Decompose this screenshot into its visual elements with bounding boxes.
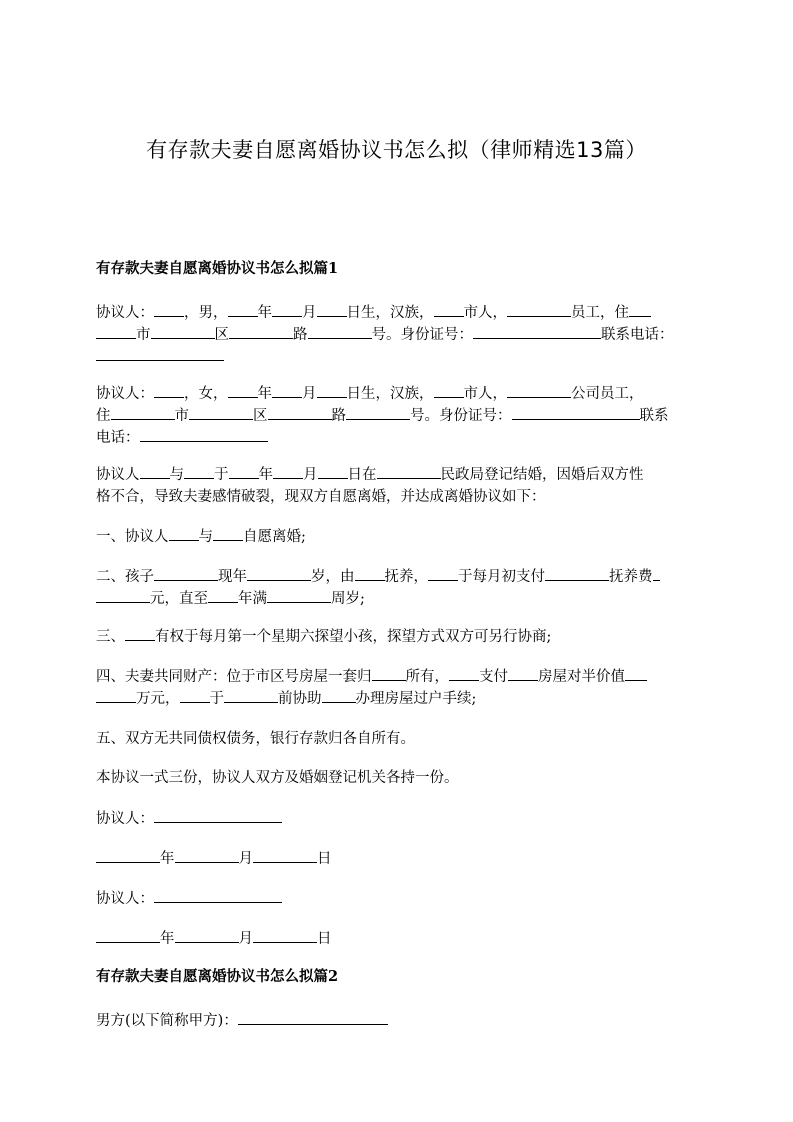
text: 日生，汉族， <box>346 386 434 402</box>
blank-field[interactable] <box>355 566 385 581</box>
text: 路 <box>293 327 308 343</box>
text: 一、协议人 <box>96 529 169 545</box>
blank-field[interactable] <box>140 464 170 479</box>
paragraph-clause-5: 五、双方无共同债权债务，银行存款归各自所有。 <box>96 731 415 747</box>
text: 于 <box>209 691 224 707</box>
text: 日 <box>317 851 332 867</box>
blank-field[interactable] <box>507 302 571 317</box>
blank-field[interactable] <box>267 588 331 603</box>
blank-field[interactable] <box>96 688 136 703</box>
blank-field[interactable] <box>434 302 464 317</box>
text: 协议人： <box>96 891 154 907</box>
text-line <box>96 324 696 346</box>
blank-field[interactable] <box>154 383 184 398</box>
blank-field[interactable] <box>428 566 458 581</box>
text: 年 <box>257 305 272 321</box>
text: 协议人： <box>96 811 154 827</box>
text: ，男， <box>184 305 228 321</box>
text: 年满 <box>238 591 267 607</box>
blank-field[interactable] <box>169 526 199 541</box>
blank-field[interactable] <box>96 928 160 943</box>
blank-field[interactable] <box>189 405 253 420</box>
blank-field[interactable] <box>229 464 259 479</box>
blank-field[interactable] <box>154 566 218 581</box>
text: 支付 <box>479 669 508 685</box>
section-heading-1: 有存款夫妻自愿离婚协议书怎么拟篇1 <box>96 260 339 277</box>
text: 万元， <box>136 691 180 707</box>
blank-field[interactable] <box>545 566 609 581</box>
blank-field[interactable] <box>272 302 302 317</box>
text: 号。身份证号： <box>371 327 473 343</box>
text: ，女， <box>184 386 228 402</box>
text: 区 <box>253 408 268 424</box>
text-line <box>96 302 696 324</box>
text: 市 <box>136 327 151 343</box>
text: 于 <box>214 467 229 483</box>
section-heading-2: 有存款夫妻自愿离婚协议书怎么拟篇2 <box>96 968 339 985</box>
blank-field[interactable] <box>175 928 239 943</box>
signature-party-2 <box>96 888 696 910</box>
text: 协议人： <box>96 305 154 321</box>
text-line <box>96 666 696 688</box>
blank-field[interactable] <box>449 666 479 681</box>
text: 年 <box>160 851 175 867</box>
text: 周岁; <box>331 591 365 607</box>
blank-field[interactable] <box>228 302 258 317</box>
text: 年 <box>257 386 272 402</box>
text: 月 <box>238 851 253 867</box>
signature-party-1 <box>96 808 696 830</box>
text: 市人， <box>463 305 507 321</box>
text-line <box>96 688 696 710</box>
blank-field[interactable] <box>653 566 660 581</box>
blank-field[interactable] <box>512 405 640 420</box>
text: 年 <box>258 467 273 483</box>
text: 协议人： <box>96 386 154 402</box>
text: 日在 <box>347 467 377 483</box>
paragraph-marriage-info <box>96 464 696 508</box>
blank-field[interactable] <box>507 383 571 398</box>
text: 协议人 <box>96 467 140 483</box>
blank-field[interactable] <box>96 588 150 603</box>
text: 月 <box>303 467 318 483</box>
blank-field[interactable] <box>228 383 258 398</box>
paragraph-clause-4 <box>96 666 696 710</box>
text: 与 <box>198 529 213 545</box>
text-line <box>96 405 696 427</box>
blank-field[interactable] <box>154 302 184 317</box>
paragraph-party-female <box>96 383 696 449</box>
blank-field[interactable] <box>268 405 332 420</box>
text: 月 <box>302 305 317 321</box>
blank-field[interactable] <box>140 427 268 442</box>
text: 民政局登记结婚，因婚后双方性 <box>440 467 644 483</box>
text: 前协助 <box>278 691 322 707</box>
signature-field[interactable] <box>154 808 282 823</box>
text: 路 <box>331 408 346 424</box>
text: 岁，由 <box>311 569 355 585</box>
text-line <box>96 588 696 610</box>
blank-field[interactable] <box>372 666 406 681</box>
text: 于每月初支付 <box>458 569 545 585</box>
blank-field[interactable] <box>180 688 210 703</box>
blank-field[interactable] <box>317 302 347 317</box>
text: 月 <box>238 931 253 947</box>
paragraph-clause-2 <box>96 566 696 610</box>
blank-field[interactable] <box>318 464 348 479</box>
signature-field[interactable] <box>154 888 282 903</box>
text-line <box>96 427 696 449</box>
text: 市人， <box>463 386 507 402</box>
text: 区 <box>214 327 229 343</box>
blank-field[interactable] <box>238 1010 388 1025</box>
text-line <box>96 346 696 368</box>
blank-field[interactable] <box>625 666 647 681</box>
text: 办理房屋过户手续; <box>355 691 477 707</box>
text: 员工，住 <box>571 305 629 321</box>
blank-field[interactable] <box>377 464 441 479</box>
text: 号。身份证号： <box>410 408 512 424</box>
text: 电话： <box>96 430 140 446</box>
blank-field[interactable] <box>508 666 538 681</box>
text-line: 格不合，导致夫妻感情破裂，现双方自愿离婚，并达成离婚协议如下： <box>96 489 546 505</box>
text: 市 <box>174 408 189 424</box>
blank-field[interactable] <box>224 688 278 703</box>
blank-field[interactable] <box>208 588 238 603</box>
text: 公司员工， <box>571 386 644 402</box>
text: 与 <box>169 467 184 483</box>
signature-date-2 <box>96 928 696 950</box>
blank-field[interactable] <box>308 324 372 339</box>
paragraph-copies: 本协议一式三份，协议人双方及婚姻登记机关各持一份。 <box>96 770 459 786</box>
blank-field[interactable] <box>96 848 160 863</box>
blank-field[interactable] <box>151 324 215 339</box>
text: 月 <box>302 386 317 402</box>
blank-field[interactable] <box>272 383 302 398</box>
text: 所有， <box>405 669 449 685</box>
text: 男方(以下简称甲方)： <box>96 1013 238 1029</box>
text: 日 <box>317 931 332 947</box>
blank-field[interactable] <box>629 302 651 317</box>
text: 元，直至 <box>150 591 208 607</box>
text: 房屋对半价值 <box>538 669 625 685</box>
paragraph-party-male <box>96 302 696 368</box>
text: 自愿离婚; <box>243 529 306 545</box>
blank-field[interactable] <box>322 688 356 703</box>
text: 日生，汉族， <box>346 305 434 321</box>
text-line <box>96 566 696 588</box>
blank-field[interactable] <box>473 324 601 339</box>
blank-field[interactable] <box>184 464 214 479</box>
text: 联系电话： <box>601 327 674 343</box>
signature-date-1 <box>96 848 696 870</box>
blank-field[interactable] <box>434 383 464 398</box>
blank-field[interactable] <box>253 928 317 943</box>
text: 抚养费 <box>609 569 653 585</box>
text: 现年 <box>218 569 247 585</box>
blank-field[interactable] <box>317 383 347 398</box>
blank-field[interactable] <box>346 405 410 420</box>
blank-field[interactable] <box>229 324 293 339</box>
text: 二、孩子 <box>96 569 154 585</box>
text: 三、 <box>96 629 125 645</box>
text: 抚养， <box>384 569 428 585</box>
blank-field[interactable] <box>253 848 317 863</box>
text: 年 <box>160 931 175 947</box>
text: 住 <box>96 408 111 424</box>
document-title: 有存款夫妻自愿离婚协议书怎么拟（律师精选13篇） <box>146 138 647 162</box>
paragraph-clause-1 <box>96 526 696 548</box>
blank-field[interactable] <box>175 848 239 863</box>
blank-field[interactable] <box>111 405 175 420</box>
text: 有权于每月第一个星期六探望小孩，探望方式双方可另行协商; <box>155 629 552 645</box>
blank-field[interactable] <box>247 566 311 581</box>
blank-field[interactable] <box>125 626 155 641</box>
text-line <box>96 464 696 486</box>
text: 四、夫妻共同财产：位于市区号房屋一套归 <box>96 669 372 685</box>
blank-field[interactable] <box>96 324 136 339</box>
blank-field[interactable] <box>213 526 243 541</box>
text-line <box>96 383 696 405</box>
paragraph-husband <box>96 1010 696 1032</box>
blank-field[interactable] <box>273 464 303 479</box>
text: 联系 <box>639 408 669 424</box>
paragraph-clause-3 <box>96 626 696 648</box>
blank-field[interactable] <box>96 346 224 361</box>
